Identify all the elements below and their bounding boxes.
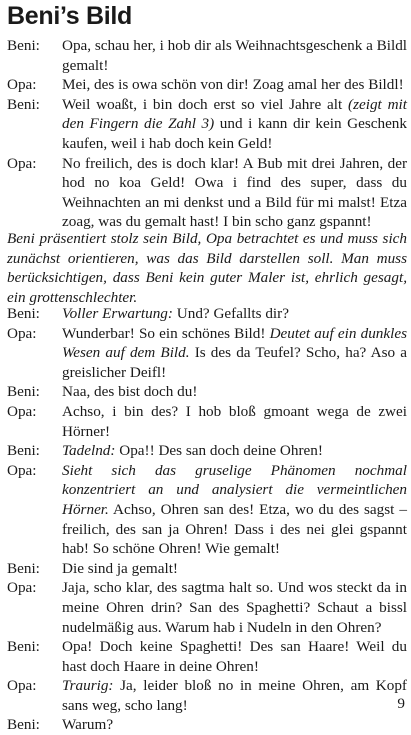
- spoken-text: Ja, leider bloß no in meine Ohren, am Kopf sans weg, scho lang!: [62, 677, 407, 714]
- page-number: 9: [397, 695, 405, 712]
- speech-text: [62, 75, 407, 95]
- spoken-text: Weil woaßt, i bin doch erst so viel Jahre alt: [62, 95, 349, 113]
- dialogue-line: [7, 637, 407, 676]
- narration-paragraph: Beni präsentiert stolz sein Bild, Opa betrachtet es und muss sich zunächst orientieren, was das Bild darstellen soll. Man muss berücksichtigen, dass Beni kein guter Maler ist, ehrlich gesagt, ein grottenschlechter.: [7, 230, 407, 306]
- spoken-text: Achso, Ohren san des! Etza, wo du des sagst – freilich, des san ja Ohren! Dass i des nei glei gspannt hab! So schöne Ohren! Wie gemalt!: [62, 500, 407, 558]
- dialogue-block-1: [7, 36, 407, 232]
- dialogue-line: [7, 676, 407, 715]
- dialogue-line: [7, 441, 407, 461]
- speaker-label: Opa:: [7, 461, 37, 479]
- spoken-text: und i kann dir kein Geschenk kaufen, weil i hab doch kein Geld!: [62, 115, 407, 152]
- spoken-text: Wunderbar! So ein schönes Bild!: [62, 324, 270, 342]
- speech-text: [62, 324, 407, 383]
- page-title: Beni’s Bild: [7, 2, 132, 30]
- speaker-label: Beni:: [7, 716, 40, 734]
- dialogue-line: [7, 461, 407, 559]
- speaker-label: Beni:: [7, 37, 40, 54]
- spoken-text: Die sind ja gemalt!: [62, 559, 178, 577]
- speech-text: [62, 441, 407, 461]
- stage-direction: Voller Erwartung:: [62, 305, 173, 322]
- spoken-text: Warum?: [62, 716, 114, 734]
- dialogue-line: [7, 154, 407, 232]
- stage-direction: Tadelnd:: [62, 442, 116, 460]
- speaker-label: Beni:: [7, 383, 40, 401]
- speaker-label: Beni:: [7, 95, 40, 113]
- stage-direction: Sieht sich das gruselige Phänomen nochmal konzentriert an und analysiert die vermeintlichen Hörner.: [62, 461, 407, 518]
- dialogue-line: [7, 304, 407, 324]
- dialogue-line: [7, 402, 407, 441]
- spoken-text: Opa, schau her, i hob dir als Weihnachtsgeschenk a Bildl gemalt!: [62, 37, 408, 74]
- speaker-label: Opa:: [7, 76, 37, 94]
- speech-text: [62, 36, 407, 75]
- speech-text: [62, 402, 407, 441]
- stage-direction: Deutet auf ein dunkles Wesen auf dem Bild.: [62, 324, 407, 362]
- dialogue-line: [7, 75, 407, 95]
- speaker-label: Opa:: [7, 324, 37, 342]
- dialogue-line: [7, 578, 407, 637]
- dialogue-line: [7, 382, 407, 402]
- dialogue-line: [7, 715, 407, 735]
- spoken-text: Und? Gefallts dir?: [172, 305, 289, 322]
- spoken-text: Opa!! Des san doch deine Ohren!: [115, 442, 323, 460]
- speaker-label: Opa:: [7, 677, 37, 695]
- speech-text: [62, 715, 407, 735]
- speech-text: [62, 304, 407, 324]
- stage-direction: (zeigt mit den Fingern die Zahl 3): [62, 95, 407, 133]
- speech-text: [62, 637, 407, 676]
- speech-text: [62, 578, 407, 637]
- spoken-text: Mei, des is owa schön von dir! Zoag amal her des Bildl!: [62, 76, 404, 94]
- speaker-label: Beni:: [7, 638, 40, 656]
- dialogue-block-2: [7, 304, 407, 735]
- speaker-label: Beni:: [7, 305, 40, 322]
- spoken-text: Is des da Teufel? Scho, ha? Aso a greislicher Deifl!: [62, 344, 407, 381]
- spoken-text: Achso, i bin des? I hob bloß gmoant wega de zwei Hörner!: [62, 402, 407, 440]
- speaker-label: Opa:: [7, 579, 37, 597]
- spoken-text: Opa! Doch keine Spaghetti! Des san Haare! Weil du hast doch Haare in deine Ohren!: [62, 638, 407, 675]
- speech-text: [62, 676, 407, 715]
- dialogue-line: [7, 324, 407, 383]
- speech-text: [62, 461, 407, 559]
- speaker-label: Opa:: [7, 154, 37, 172]
- dialogue-line: [7, 559, 407, 579]
- speech-text: [62, 95, 407, 154]
- speech-text: [62, 559, 407, 579]
- speaker-label: Beni:: [7, 442, 40, 460]
- speech-text: [62, 154, 407, 232]
- speaker-label: Opa:: [7, 402, 37, 420]
- dialogue-line: [7, 36, 407, 75]
- spoken-text: Jaja, scho klar, des sagtma halt so. Und wos steckt da in meine Ohren drin? San des Spaghetti? Schaut a bissl nudelmäßig aus. Warum hab i Nudeln in den Ohren?: [62, 579, 407, 636]
- spoken-text: No freilich, des is doch klar! A Bub mit drei Jahren, der hod no koa Geld! Owa i find des super, dass du Weihnachten an mi denkst und a Bild für mi malst! Etza zoag, was du gemalt hast! I bin scho ganz gspannt!: [62, 154, 407, 231]
- speaker-label: Beni:: [7, 559, 40, 577]
- stage-direction: Traurig:: [62, 677, 114, 695]
- speech-text: [62, 382, 407, 402]
- dialogue-line: [7, 95, 407, 154]
- spoken-text: Naa, des bist doch du!: [62, 383, 198, 401]
